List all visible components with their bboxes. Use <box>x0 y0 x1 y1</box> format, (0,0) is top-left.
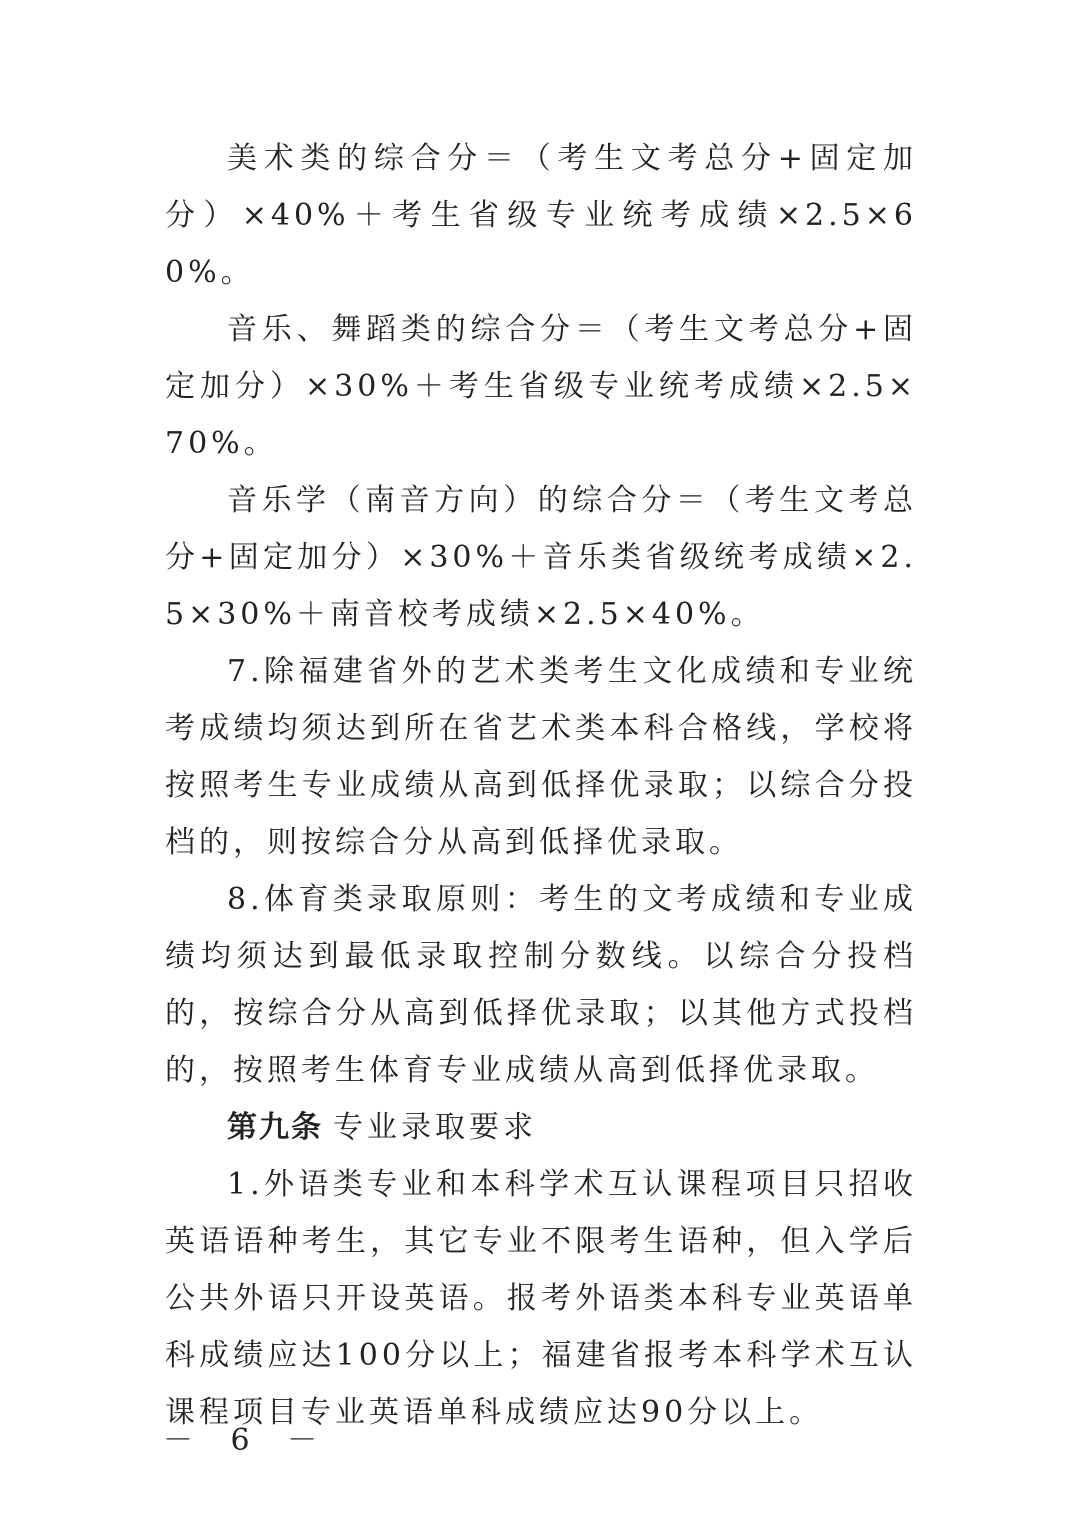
article-heading <box>165 1099 917 1156</box>
paragraph-art-score-formula: 美术类的综合分＝（考生文考总分+固定加分）×40%＋考生省级专业统考成绩×2.5×60%。 <box>165 141 917 290</box>
document-body <box>165 130 917 1441</box>
paragraph-music-dance-score-formula: 音乐、舞蹈类的综合分＝（考生文考总分+固定加分）×30%＋考生省级专业统考成绩×2.5×70%。 <box>165 312 917 461</box>
paragraph-item-8: 8.体育类录取原则：考生的文考成绩和专业成绩均须达到最低录取控制分数线。以综合分投档的，按综合分从高到低择优录取；以其他方式投档的，按照考生体育专业成绩从高到低择优录取。 <box>165 882 917 1088</box>
paragraph-item-7: 7.除福建省外的艺术类考生文化成绩和专业统考成绩均须达到所在省艺术类本科合格线，学校将按照考生专业成绩从高到低择优录取；以综合分投档的，则按综合分从高到低择优录取。 <box>165 654 917 860</box>
article-title: 专业录取要求 <box>333 1110 537 1145</box>
paragraph-article-9-item-1: 1.外语类专业和本科学术互认课程项目只招收英语语种考生，其它专业不限考生语种，但入学后公共外语只开设英语。报考外语类本科专业英语单科成绩应达100分以上；福建省报考本科学术互认课程项目专业英语单科成绩应达90分以上。 <box>165 1167 917 1430</box>
article-number: 第九条 <box>227 1110 323 1145</box>
page-number: － 6 － <box>163 1423 332 1458</box>
paragraph-nanyin-score-formula: 音乐学（南音方向）的综合分＝（考生文考总分+固定加分）×30%＋音乐类省级统考成绩×2.5×30%＋南音校考成绩×2.5×40%。 <box>165 483 917 632</box>
